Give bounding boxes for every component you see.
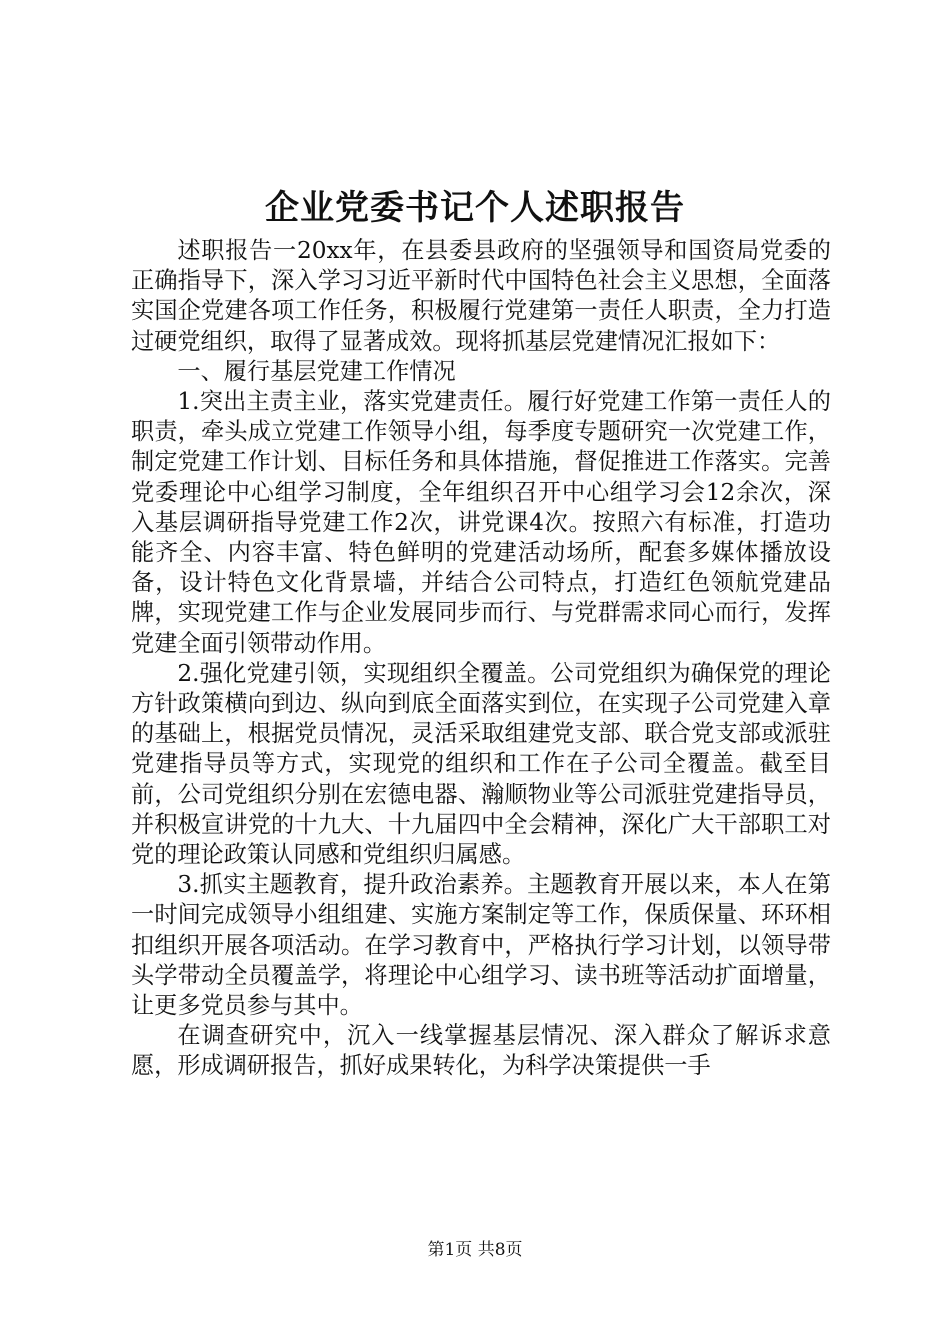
document-title: 企业党委书记个人述职报告: [265, 188, 685, 228]
document-body: [131, 236, 831, 1082]
paragraph-research: 在调查研究中，沉入一线掌握基层情况、深入群众了解诉求意愿，形成调研报告，抓好成果转化，为科学决策提供一手: [131, 1022, 831, 1080]
paragraph-item-1: 1.突出主责主业，落实党建责任。履行好党建工作第一责任人的职责，牵头成立党建工作领导小组，每季度专题研究一次党建工作，制定党建工作计划、目标任务和具体措施，督促推进工作落实。完善党委理论中心组学习制度，全年组织召开中心组学习会12余次，深入基层调研指导党建工作2次，讲党课4次。按照六有标准，打造功能齐全、内容丰富、特色鲜明的党建活动场所，配套多媒体播放设备，设计特色文化背景墙，并结合公司特点，打造红色领航党建品牌，实现党建工作与企业发展同步而行、与党群需求同心而行，发挥党建全面引领带动作用。: [131, 388, 831, 657]
paragraph-intro: 述职报告一20xx年，在县委县政府的坚强领导和国资局党委的正确指导下，深入学习习近平新时代中国特色社会主义思想，全面落实国企党建各项工作任务，积极履行党建第一责任人职责，全力打造过硬党组织，取得了显著成效。现将抓基层党建情况汇报如下：: [131, 237, 831, 355]
section-heading: 一、履行基层党建工作情况: [177, 357, 456, 385]
paragraph-item-2: 2.强化党建引领，实现组织全覆盖。公司党组织为确保党的理论方针政策横向到边、纵向到底全面落实到位，在实现子公司党建入章的基础上，根据党员情况，灵活采取组建党支部、联合党支部或派驻党建指导员等方式，实现党的组织和工作在子公司全覆盖。截至目前，公司党组织分别在宏德电器、瀚顺物业等公司派驻党建指导员，并积极宣讲党的十九大、十九届四中全会精神，深化广大干部职工对党的理论政策认同感和党组织归属感。: [131, 659, 831, 869]
paragraph-item-3: 3.抓实主题教育，提升政治素养。主题教育开展以来，本人在第一时间完成领导小组组建、实施方案制定等工作，保质保量、环环相扣组织开展各项活动。在学习教育中，严格执行学习计划，以领导带头学带动全员覆盖学，将理论中心组学习、读书班等活动扩面增量，让更多党员参与其中。: [131, 871, 831, 1020]
page-number-footer: 第1页 共8页: [427, 1240, 523, 1260]
